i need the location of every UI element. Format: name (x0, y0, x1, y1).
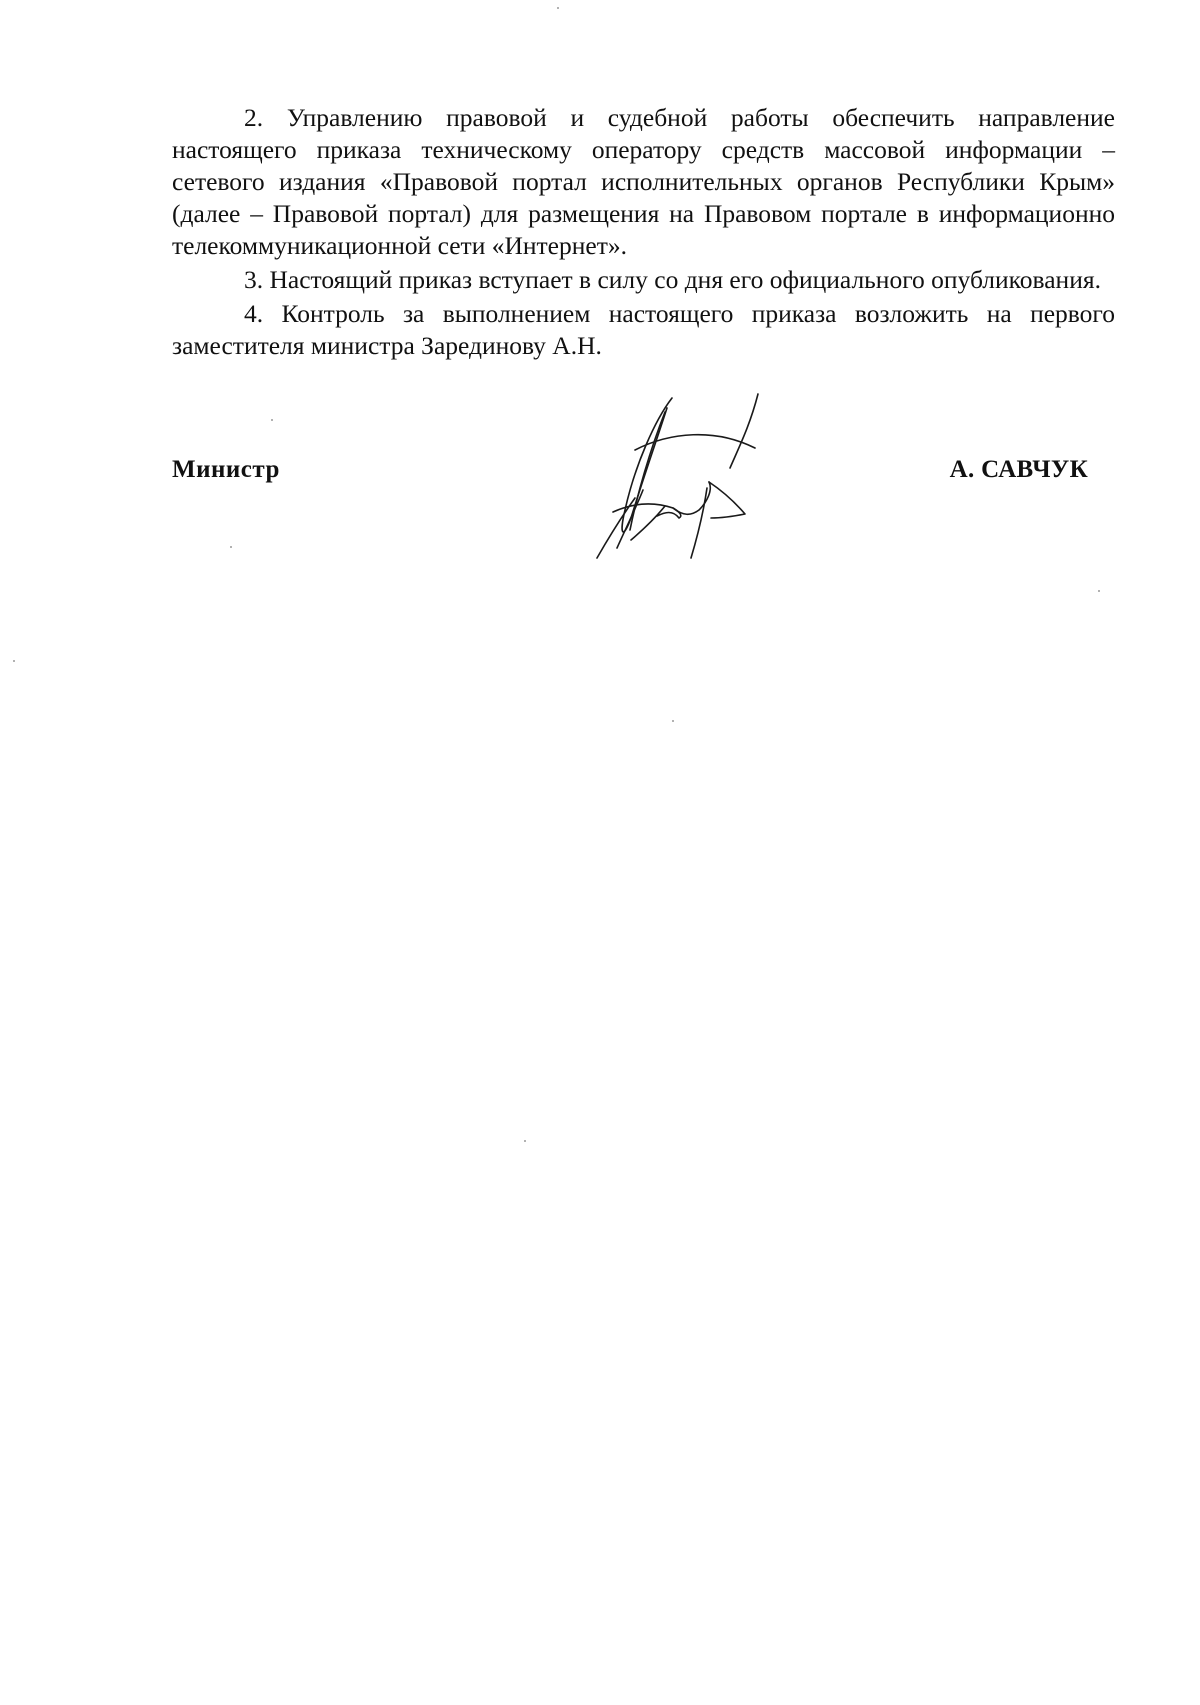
handwritten-signature (595, 390, 840, 580)
paragraph-item-2: 2. Управлению правовой и судебной работы обеспечить направление настоящего приказа техническому оператору средств массовой информации – сетевого издания «Правовой портал исполнительных органов Республики Крым» (далее – Правовой портал) для размещения на Правовом портале в информационно телекоммуникационной сети «Интернет». (172, 103, 1115, 260)
scan-speck (230, 546, 232, 548)
scan-speck (1098, 590, 1100, 592)
paragraph-item-4: 4. Контроль за выполнением настоящего приказа возложить на первого заместителя министра Зарединову А.Н. (172, 299, 1115, 360)
scan-speck (557, 7, 559, 9)
signatory-title: Министр (172, 456, 280, 483)
paragraph-item-3: 3. Настоящий приказ вступает в силу со дня его официального опубликования. (244, 265, 1101, 294)
scan-speck (13, 660, 15, 662)
scan-speck (271, 419, 273, 421)
scan-speck (524, 1140, 526, 1142)
signatory-name: А. САВЧУК (949, 456, 1088, 483)
document-body (172, 102, 1115, 362)
scan-speck (672, 720, 674, 722)
